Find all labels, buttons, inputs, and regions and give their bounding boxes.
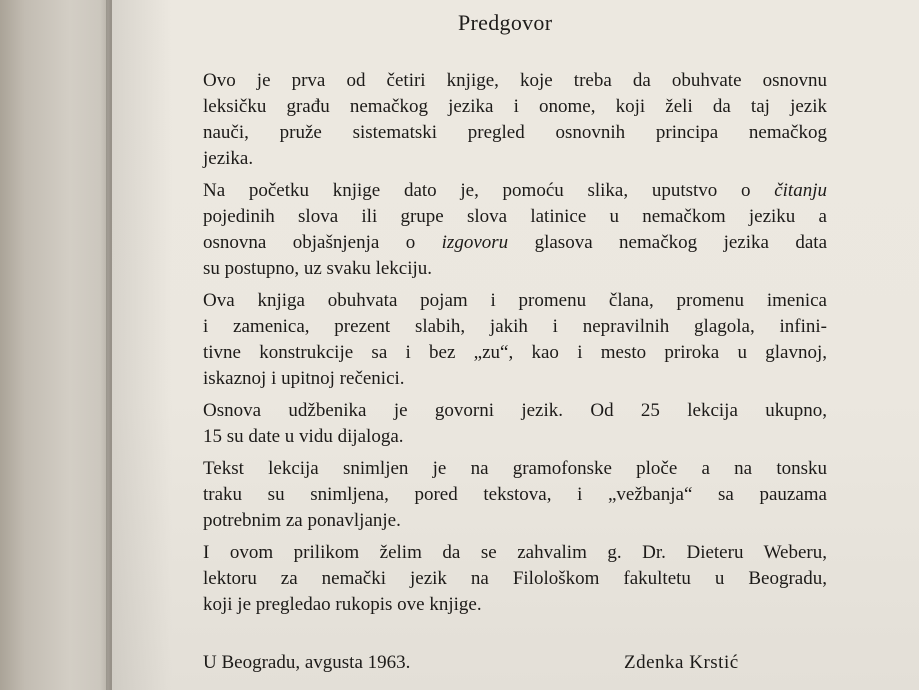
text-segment: osnovna objašnjenja o bbox=[203, 232, 442, 253]
page-fold bbox=[106, 0, 112, 690]
italic-term: izgovoru bbox=[441, 232, 509, 253]
text-line bbox=[203, 230, 827, 256]
text-line: Osnova udžbenika je govorni jezik. Od 25 lekcija ukupno, bbox=[203, 400, 827, 421]
text-segment: glasova nemačkog jezika data bbox=[508, 232, 827, 253]
text-line: potrebnim za ponavljanje. bbox=[203, 510, 401, 531]
text-line: jezika. bbox=[203, 148, 254, 169]
author-signature: Zdenka Krstić bbox=[624, 652, 739, 673]
text-line: tivne konstrukcije sa i bez „zu“, kao i mesto priroka u glavnoj, bbox=[203, 342, 827, 363]
text-line: lektoru za nemački jezik na Filološkom fakultetu u Beogradu, bbox=[203, 568, 827, 589]
text-line: su postupno, uz svaku lekciju. bbox=[203, 258, 433, 279]
text-line: 15 su date u vidu dijaloga. bbox=[203, 426, 404, 447]
text-line: pojedinih slova ili grupe slova latinice u nemačkom jeziku a bbox=[203, 206, 827, 227]
text-line: I ovom prilikom želim da se zahvalim g. Dr. Dieteru Weberu, bbox=[203, 542, 827, 563]
text-line: leksičku građu nemačkog jezika i onome, koji želi da taj jezik bbox=[203, 96, 827, 117]
page-title: Predgovor bbox=[458, 10, 553, 35]
text-line: traku su snimljena, pored tekstova, i „vežbanja“ sa pauzama bbox=[203, 484, 827, 505]
text-line: Ovo je prva od četiri knjige, koje treba da obuhvate osnovnu bbox=[203, 70, 827, 91]
text-line: iskaznoj i upitnoj rečenici. bbox=[203, 368, 405, 389]
text-line: nauči, pruže sistematski pregled osnovnih principa nemačkog bbox=[203, 122, 827, 143]
text-segment: Na početku knjige dato je, pomoću slika, uputstvo o bbox=[203, 180, 775, 201]
text-line: Ova knjiga obuhvata pojam i promenu člana, promenu imenica bbox=[203, 290, 827, 311]
place-date: U Beogradu, avgusta 1963. bbox=[203, 652, 411, 673]
text-line bbox=[203, 178, 827, 204]
left-page-edge bbox=[0, 0, 112, 690]
text-line: Tekst lekcija snimljen je na gramofonske ploče a na tonsku bbox=[203, 458, 827, 479]
text-line: i zamenica, prezent slabih, jakih i nepravilnih glagola, infini- bbox=[203, 316, 827, 337]
italic-term: čitanju bbox=[774, 180, 827, 201]
text-line: koji je pregledao rukopis ove knjige. bbox=[203, 594, 482, 615]
